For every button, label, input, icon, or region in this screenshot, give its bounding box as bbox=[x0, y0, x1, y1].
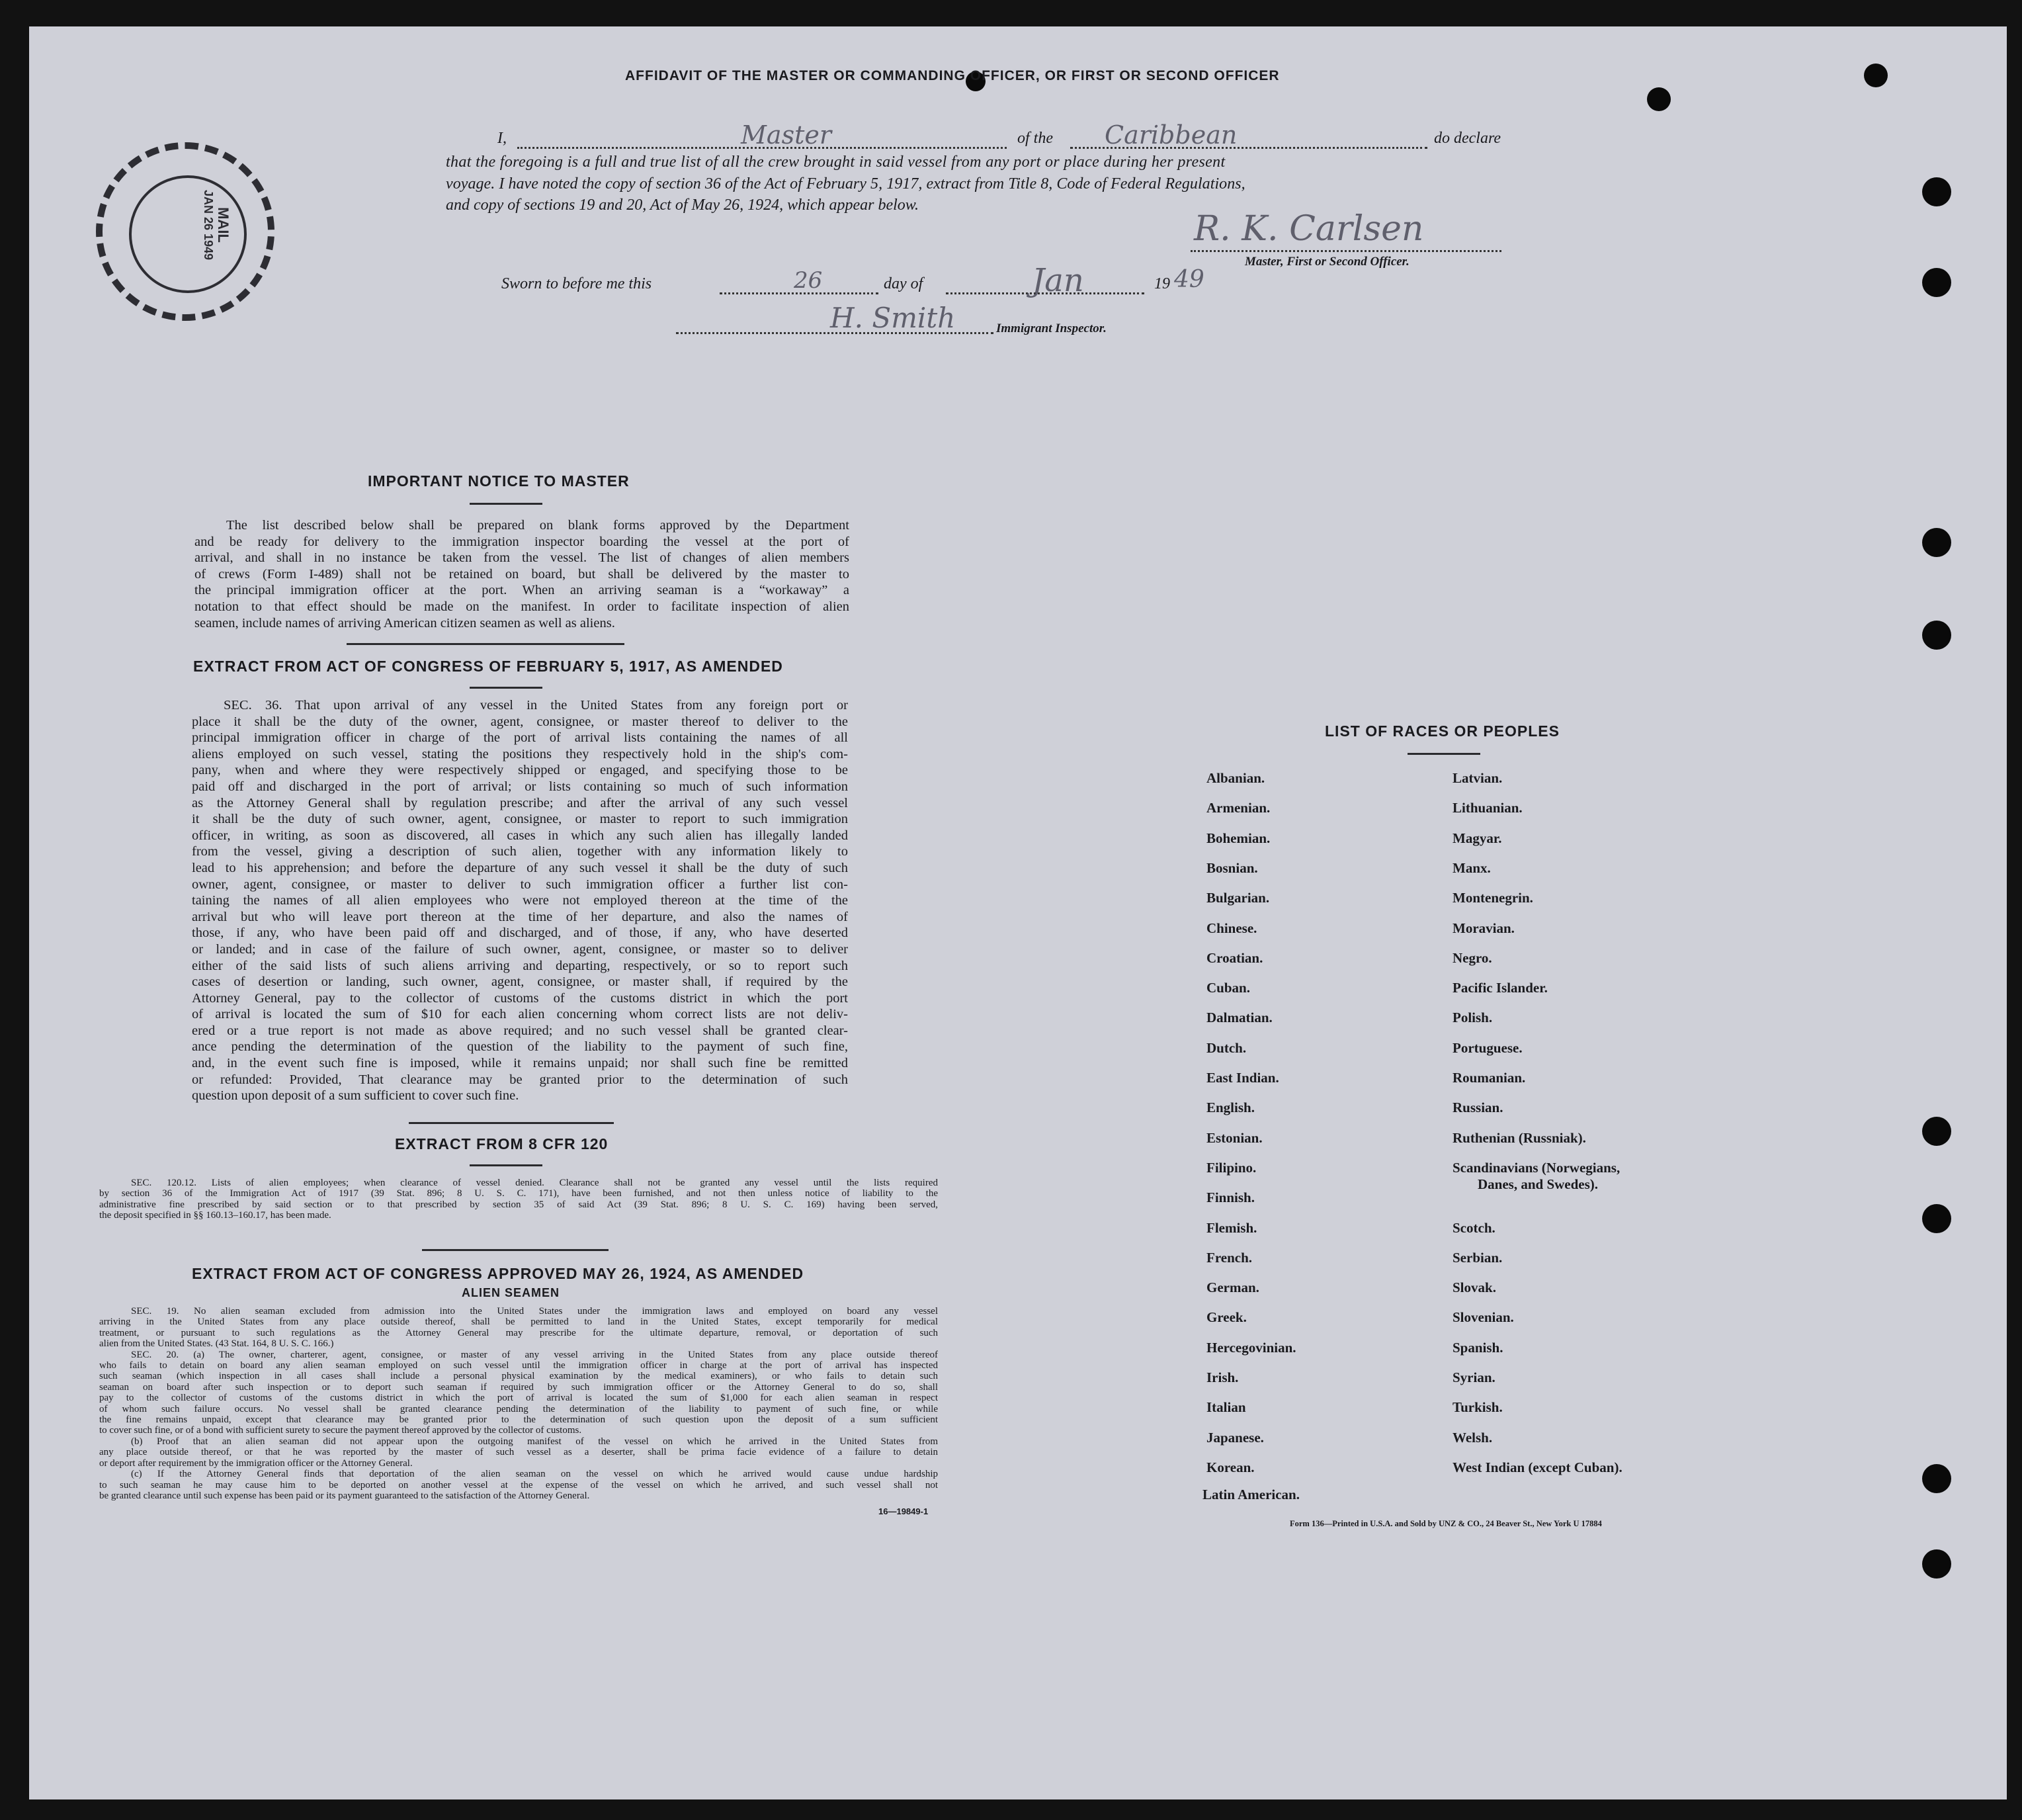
sworn-year-prefix: 19 bbox=[1154, 275, 1170, 292]
sworn-day-of: day of bbox=[884, 275, 923, 292]
race-item: Albanian. bbox=[1206, 770, 1265, 786]
text-line: treatment, or pursuant to such regulations as the Attorney General may prescribe for the ultimate departure, removal, or deportation of such bbox=[99, 1327, 938, 1338]
race-item: Moravian. bbox=[1453, 920, 1515, 936]
race-item: Scandinavians (Norwegians, bbox=[1453, 1159, 1621, 1176]
notice-title-rule bbox=[470, 503, 542, 505]
punch-hole bbox=[1922, 177, 1951, 206]
race-item: Magyar. bbox=[1453, 830, 1502, 846]
races-title: LIST OF RACES OR PEOPLES bbox=[1325, 722, 1560, 740]
race-item: Polish. bbox=[1453, 1010, 1493, 1026]
text-line: by section 36 of the Immigration Act of 1917 (39 Stat. 896; 8 U. S. C. 171), have been furnished, and not then unless notice of liability to the bbox=[99, 1188, 938, 1199]
handwritten-month: Jan bbox=[1032, 262, 1084, 299]
race-item: Hercegovinian. bbox=[1206, 1339, 1296, 1356]
text-line: of whom such failure occurs. No vessel shall be granted clearance pending the determination of the liability to payment of such fine, or while bbox=[99, 1403, 938, 1414]
text-line: any place outside thereof, or that he was reported by the master of such vessel as a deserter, shall be prima facie evidence of a failure to detain bbox=[99, 1447, 938, 1458]
text-line: ance pending the determination of the question of the liability to the payment of such fine, bbox=[192, 1039, 848, 1055]
race-item: Russian. bbox=[1453, 1100, 1503, 1116]
race-item: East Indian. bbox=[1206, 1070, 1279, 1086]
race-item: Bohemian. bbox=[1206, 830, 1271, 846]
race-item: Latvian. bbox=[1453, 770, 1503, 786]
text-line: lead to his apprehension; and before the departure of any such vessel it shall be the duty of such bbox=[192, 860, 848, 875]
text-line: taining the names of all alien employees who were not employed thereon at the time of the bbox=[192, 893, 848, 908]
extract1917-title: EXTRACT FROM ACT OF CONGRESS OF FEBRUARY 5, 1917, AS AMENDED bbox=[193, 658, 783, 675]
text-line: arriving in the United States from any place outside thereof, shall be permitted to land in the United States, except temporarily for medical bbox=[99, 1317, 938, 1328]
handwritten-rank: Master bbox=[741, 120, 831, 150]
handwritten-year: 49 bbox=[1174, 266, 1204, 293]
extract1924-title: EXTRACT FROM ACT OF CONGRESS APPROVED MAY 26, 1924, AS AMENDED bbox=[192, 1265, 804, 1282]
race-item: Bosnian. bbox=[1206, 859, 1258, 876]
race-item: Lithuanian. bbox=[1453, 800, 1523, 816]
text-line: or landed; and in case of the failure of such owner, agent, consignee, or master so to deliver bbox=[192, 941, 848, 957]
race-item: Bulgarian. bbox=[1206, 890, 1270, 906]
race-item: Montenegrin. bbox=[1453, 890, 1533, 906]
text-line: the fine remains unpaid, except that clearance may be granted prior to the determination of such question upon the deposit of a sum sufficient bbox=[99, 1414, 938, 1426]
printer-footer: Form 136—Printed in U.S.A. and Sold by UNZ & CO., 24 Beaver St., New York U 17884 bbox=[1290, 1519, 1602, 1528]
inspector-signature: H. Smith bbox=[830, 302, 956, 334]
race-item: Turkish. bbox=[1453, 1399, 1503, 1416]
text-line: or refunded: Provided, That clearance may be granted prior to the determination of such bbox=[192, 1072, 848, 1087]
race-item: English. bbox=[1206, 1100, 1255, 1116]
notice-text bbox=[194, 517, 849, 631]
race-item: Ruthenian (Russniak). bbox=[1453, 1129, 1586, 1146]
notice-bottom-rule bbox=[347, 643, 624, 645]
extract1917-bottom-rule bbox=[409, 1122, 614, 1124]
text-line: who fails to detain on board any alien seaman employed on such vessel until the immigration officer in charge at the port of arrival has inspected bbox=[99, 1360, 938, 1371]
punch-hole bbox=[1922, 1464, 1951, 1493]
text-line: owner, agent, consignee, or master to deliver to such immigration officer a further list con- bbox=[192, 877, 848, 892]
punch-hole bbox=[1922, 268, 1951, 297]
race-item: Syrian. bbox=[1453, 1369, 1495, 1385]
race-item: Cuban. bbox=[1206, 980, 1250, 996]
sworn-prefix: Sworn to before me this bbox=[501, 275, 652, 292]
text-line: cases of desertion or landing, such owner, agent, consignee, or master shall, if required by the bbox=[192, 975, 848, 990]
text-line: of crews (Form I-489) shall not be retained on board, but shall be delivered by the master to bbox=[194, 566, 849, 582]
text-line: arrival, and shall in no instance be taken from the vessel. The list of changes of alien members bbox=[194, 550, 849, 566]
punch-hole bbox=[1922, 1549, 1951, 1579]
race-item: Flemish. bbox=[1206, 1219, 1257, 1236]
text-line: notation to that effect should be made on the manifest. In order to facilitate inspection of alien bbox=[194, 599, 849, 614]
dotted-field-officer-signature bbox=[1191, 250, 1501, 252]
text-line: be granted clearance until such expense has been paid or its payment guaranteed to the satisfaction of the Attorney General. bbox=[99, 1490, 590, 1501]
text-line: seaman on board after such inspection or to deport such seaman if required by such immigration officer or the Attorney General to do so, shall bbox=[99, 1381, 938, 1393]
punch-hole bbox=[1922, 1204, 1951, 1233]
affidavit-line3: voyage. I have noted the copy of section 36 of the Act of February 5, 1917, extract from Title 8, Code of Federal Regulations, bbox=[446, 175, 1245, 193]
stamp-text bbox=[151, 189, 230, 261]
cfr-title-rule bbox=[470, 1164, 542, 1166]
text-line: officer, in writing, as soon as discovered, all cases in which any such alien has illegally landed bbox=[192, 828, 848, 843]
race-item: Roumanian. bbox=[1453, 1070, 1526, 1086]
text-line: SEC. 36. That upon arrival of any vessel in the United States from any foreign port or bbox=[224, 698, 848, 713]
text-line: and, in the event such fine is imposed, while it remains unpaid; nor shall such fine be remitted bbox=[192, 1056, 848, 1071]
text-line: administrative fine prescribed by said section or to that prescribed by section 35 of said Act (39 Stat. 896; 8 U. S. C. 169) having been served, bbox=[99, 1199, 938, 1210]
text-line: arrival but who will leave port thereon at the time of her departure, and also the names of bbox=[192, 909, 848, 924]
handwritten-day: 26 bbox=[794, 267, 823, 294]
race-item: Pacific Islander. bbox=[1453, 980, 1548, 996]
race-item: Manx. bbox=[1453, 859, 1491, 876]
extract1924-subtitle: ALIEN SEAMEN bbox=[462, 1286, 560, 1299]
race-item: Chinese. bbox=[1206, 920, 1257, 936]
punch-hole bbox=[1922, 1117, 1951, 1146]
text-line: pany, when and where they were respectively shipped or engaged, and specifying those to be bbox=[192, 763, 848, 778]
race-item: Korean. bbox=[1206, 1459, 1255, 1475]
punch-hole bbox=[1922, 621, 1951, 650]
text-line: it shall be the duty of such owner, agent, consignee, or master to report to such immigration bbox=[192, 812, 848, 827]
text-line: SEC. 120.12. Lists of alien employees; when clearance of vessel denied. Clearance shall not be granted any vessel until the lists required bbox=[131, 1178, 938, 1188]
extract1924-text bbox=[99, 1306, 938, 1501]
race-item: Serbian. bbox=[1453, 1249, 1503, 1266]
race-item: Dutch. bbox=[1206, 1039, 1247, 1056]
form-code: 16—19849-1 bbox=[878, 1506, 929, 1516]
inspector-label: Immigrant Inspector. bbox=[996, 322, 1107, 335]
affidavit-line4: and copy of sections 19 and 20, Act of May 26, 1924, which appear below. bbox=[446, 196, 919, 214]
stamp-line1: MAIL bbox=[215, 207, 232, 243]
text-line: to such seaman he may cause him to be deported on another vessel at the expense of the vessel on which he arrived, and such vessel shall not bbox=[99, 1479, 938, 1491]
text-line: alien from the United States. (43 Stat. 164, 8 U. S. C. 166.) bbox=[99, 1338, 334, 1350]
text-line: of arrival is located the sum of $10 for each alien concerning whom correct lists are not deliv- bbox=[192, 1007, 848, 1022]
text-line: Attorney General, pay to the collector of customs of the customs district in which the port bbox=[192, 990, 848, 1006]
punch-hole bbox=[1647, 87, 1671, 111]
race-item: Danes, and Swedes). bbox=[1478, 1176, 1599, 1192]
text-line: place it shall be the duty of the owner, agent, consignee, or master thereof to deliver to the bbox=[192, 714, 848, 729]
cfr-title: EXTRACT FROM 8 CFR 120 bbox=[395, 1135, 609, 1152]
extract1917-text bbox=[192, 697, 848, 1104]
officer-label: Master, First or Second Officer. bbox=[1245, 255, 1410, 269]
race-item: Welsh. bbox=[1453, 1429, 1493, 1446]
affidavit-line1-i: I, bbox=[497, 130, 507, 147]
text-line: paid off and discharged in the port of arrival; or lists containing so much of such information bbox=[192, 779, 848, 794]
race-item: Latin American. bbox=[1202, 1487, 1300, 1503]
text-line: SEC. 19. No alien seaman excluded from admission into the United States under the immigration laws and employed on board any vessel bbox=[131, 1306, 938, 1317]
race-item: Armenian. bbox=[1206, 800, 1271, 816]
extract1917-title-rule bbox=[470, 687, 542, 689]
text-line: or deport after requirement by the immigration officer or the Attorney General. bbox=[99, 1457, 413, 1469]
race-item: Irish. bbox=[1206, 1369, 1239, 1385]
text-line: SEC. 20. (a) The owner, charterer, agent, consignee, or master of any vessel arriving in the United States from any place outside thereof bbox=[131, 1349, 938, 1360]
race-item: Negro. bbox=[1453, 949, 1492, 966]
race-item: West Indian (except Cuban). bbox=[1453, 1459, 1622, 1475]
text-line: either of the said lists of such aliens arriving and departing, respectively, or so to report such bbox=[192, 958, 848, 973]
text-line: the principal immigration officer at the port. When an arriving seaman is a “workaway” a bbox=[194, 583, 849, 598]
race-item: Italian bbox=[1206, 1399, 1246, 1416]
text-line: (c) If the Attorney General finds that deportation of the alien seaman on the vessel on which he arrived would cause undue hardship bbox=[131, 1469, 938, 1480]
punch-hole bbox=[1922, 528, 1951, 557]
cfr-bottom-rule bbox=[422, 1249, 609, 1251]
text-line: aliens employed on such vessel, stating the positions they respectively hold in the ship's com- bbox=[192, 746, 848, 761]
text-line: ered or a true report is not made as above required; and no such vessel shall be granted clear- bbox=[192, 1023, 848, 1038]
race-item: Portuguese. bbox=[1453, 1039, 1523, 1056]
text-line: (b) Proof that an alien seaman did not appear upon the outgoing manifest of the vessel on which he arrived in the United States from bbox=[131, 1436, 938, 1447]
race-item: German. bbox=[1206, 1279, 1259, 1296]
race-item: Slovak. bbox=[1453, 1279, 1496, 1296]
text-line: the deposit specified in §§ 160.13–160.17, has been made. bbox=[99, 1210, 331, 1221]
affidavit-line2: that the foregoing is a full and true list of all the crew brought in said vessel from any port or place during her present bbox=[446, 153, 1226, 171]
handwritten-vessel: Caribbean bbox=[1105, 120, 1238, 150]
race-item: Finnish. bbox=[1206, 1190, 1255, 1206]
text-line: seamen, include names of arriving American citizen seamen as well as aliens. bbox=[194, 615, 615, 630]
race-item: Dalmatian. bbox=[1206, 1010, 1273, 1026]
affidavit-do-declare: do declare bbox=[1434, 130, 1501, 147]
receipt-stamp bbox=[96, 142, 274, 321]
punch-hole bbox=[1864, 64, 1888, 87]
text-line: from the vessel, giving a description of such alien, together with any information likely to bbox=[192, 844, 848, 859]
race-item: Slovenian. bbox=[1453, 1309, 1514, 1326]
race-item: Estonian. bbox=[1206, 1129, 1263, 1146]
text-line: question upon deposit of a sum sufficient to cover such fine. bbox=[192, 1088, 519, 1104]
race-item: French. bbox=[1206, 1249, 1253, 1266]
text-line: to cover such fine, or of a bond with sufficient surety to secure the payment thereof approved by the collector of customs. bbox=[99, 1425, 582, 1436]
race-item: Spanish. bbox=[1453, 1339, 1503, 1356]
text-line: those, if any, who have been paid off and discharged, and of those, if any, who have deserted bbox=[192, 926, 848, 941]
affidavit-of-the: of the bbox=[1017, 130, 1053, 147]
race-item: Scotch. bbox=[1453, 1219, 1495, 1236]
race-item: Croatian. bbox=[1206, 949, 1263, 966]
race-item: Filipino. bbox=[1206, 1159, 1257, 1176]
officer-signature: R. K. Carlsen bbox=[1194, 209, 1424, 249]
text-line: principal immigration officer in charge of the port of arrival lists containing the names of all bbox=[192, 730, 848, 746]
affidavit-title: AFFIDAVIT OF THE MASTER OR COMMANDING OFFICER, OR FIRST OR SECOND OFFICER bbox=[625, 68, 1280, 83]
cfr-text bbox=[99, 1178, 938, 1221]
text-line: as the Attorney General shall by regulation prescribe; and after the arrival of any such vessel bbox=[192, 795, 848, 810]
stamp-line2: JAN 26 1949 bbox=[202, 189, 215, 261]
races-title-rule bbox=[1408, 753, 1480, 755]
text-line: and be ready for delivery to the immigration inspector boarding the vessel at the port of bbox=[194, 534, 849, 549]
notice-title: IMPORTANT NOTICE TO MASTER bbox=[368, 472, 630, 490]
race-item: Greek. bbox=[1206, 1309, 1247, 1326]
text-line: The list described below shall be prepared on blank forms approved by the Department bbox=[226, 518, 849, 533]
text-line: such seaman (which inspection in all cases shall include a personal physical examination by the medical examiners), or who fails to detain such bbox=[99, 1371, 938, 1382]
text-line: pay to the collector of customs of the customs district in which the port of arrival is located the sum of $1,000 for each alien seaman in respect bbox=[99, 1393, 938, 1404]
race-item: Japanese. bbox=[1206, 1429, 1264, 1446]
